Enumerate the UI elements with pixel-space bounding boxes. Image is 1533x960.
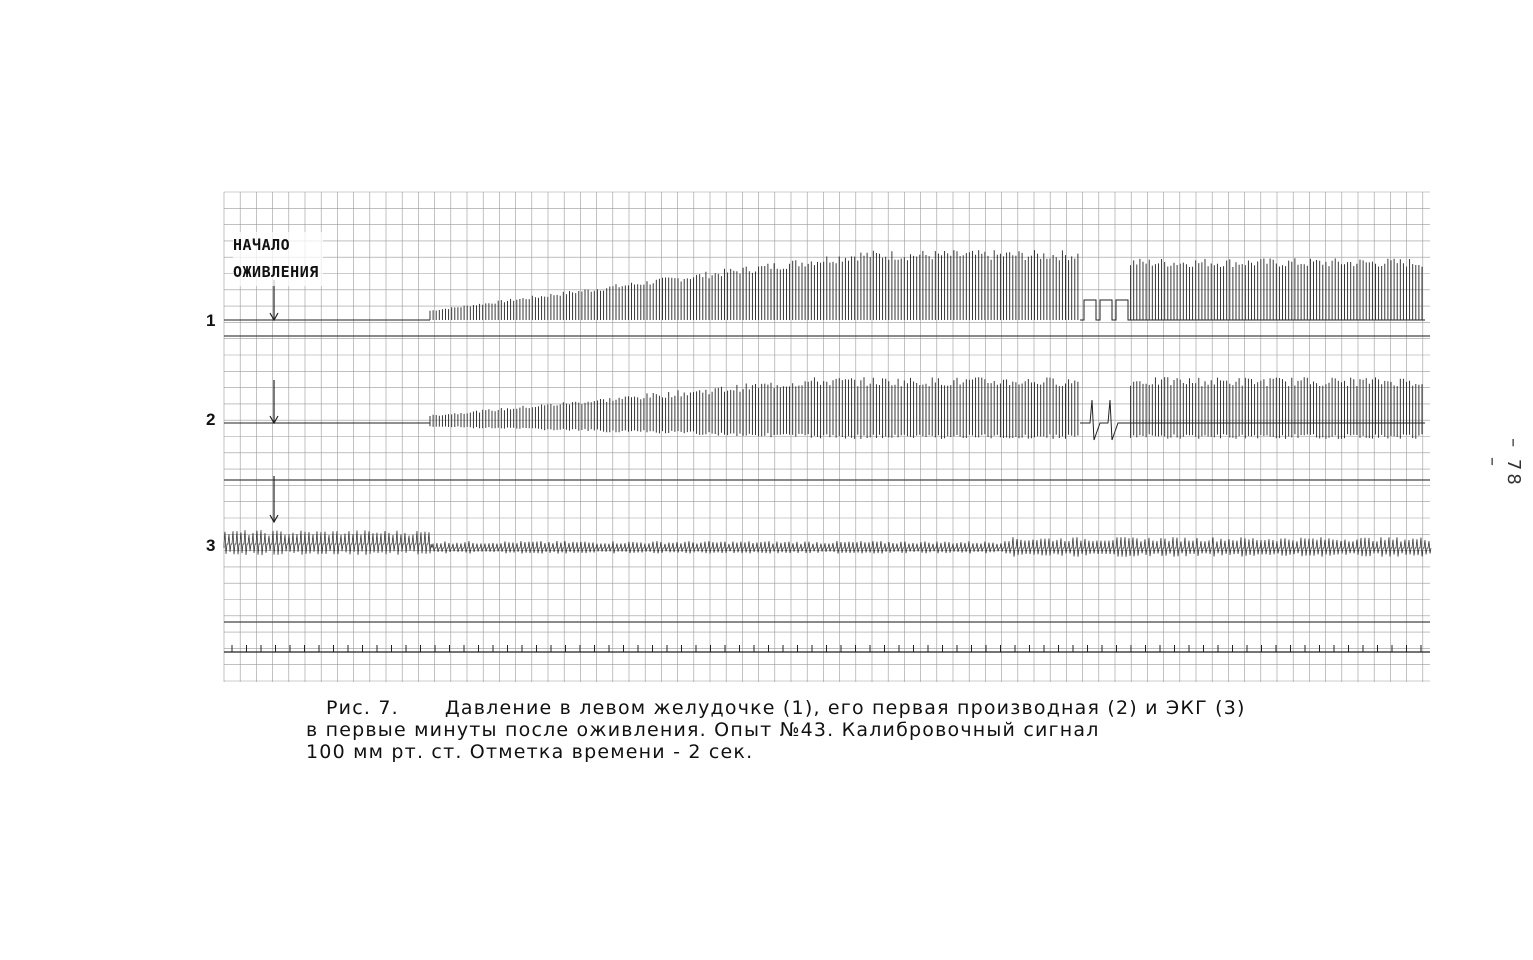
start-label-line1: НАЧАЛО (233, 232, 323, 259)
caption-line-1 (306, 697, 1431, 719)
trace-label-1: 1 (206, 311, 216, 330)
trace-label-2: 2 (206, 410, 216, 429)
caption-line-2: в первые минуты после оживления. Опыт №43. Калибровочный сигнал (306, 719, 1100, 741)
trace-label-3: 3 (206, 536, 216, 555)
trace-1-beats (430, 250, 1422, 320)
caption-line-1-text: Давление в левом желудочке (1), его первая производная (2) и ЭКГ (3) (444, 697, 1246, 719)
start-label-line2: ОЖИВЛЕНИЯ (233, 259, 323, 286)
figure-caption (306, 697, 1431, 763)
caption-line-3: 100 мм рт. ст. Отметка времени - 2 сек. (306, 741, 754, 763)
start-arrows (270, 280, 278, 522)
trace-2-beats (430, 377, 1422, 439)
start-label (233, 232, 323, 286)
trace-1-calibration (1080, 300, 1425, 320)
page-number: – 78 – (1482, 438, 1524, 488)
caption-figure-number: Рис. 7. (326, 697, 399, 719)
